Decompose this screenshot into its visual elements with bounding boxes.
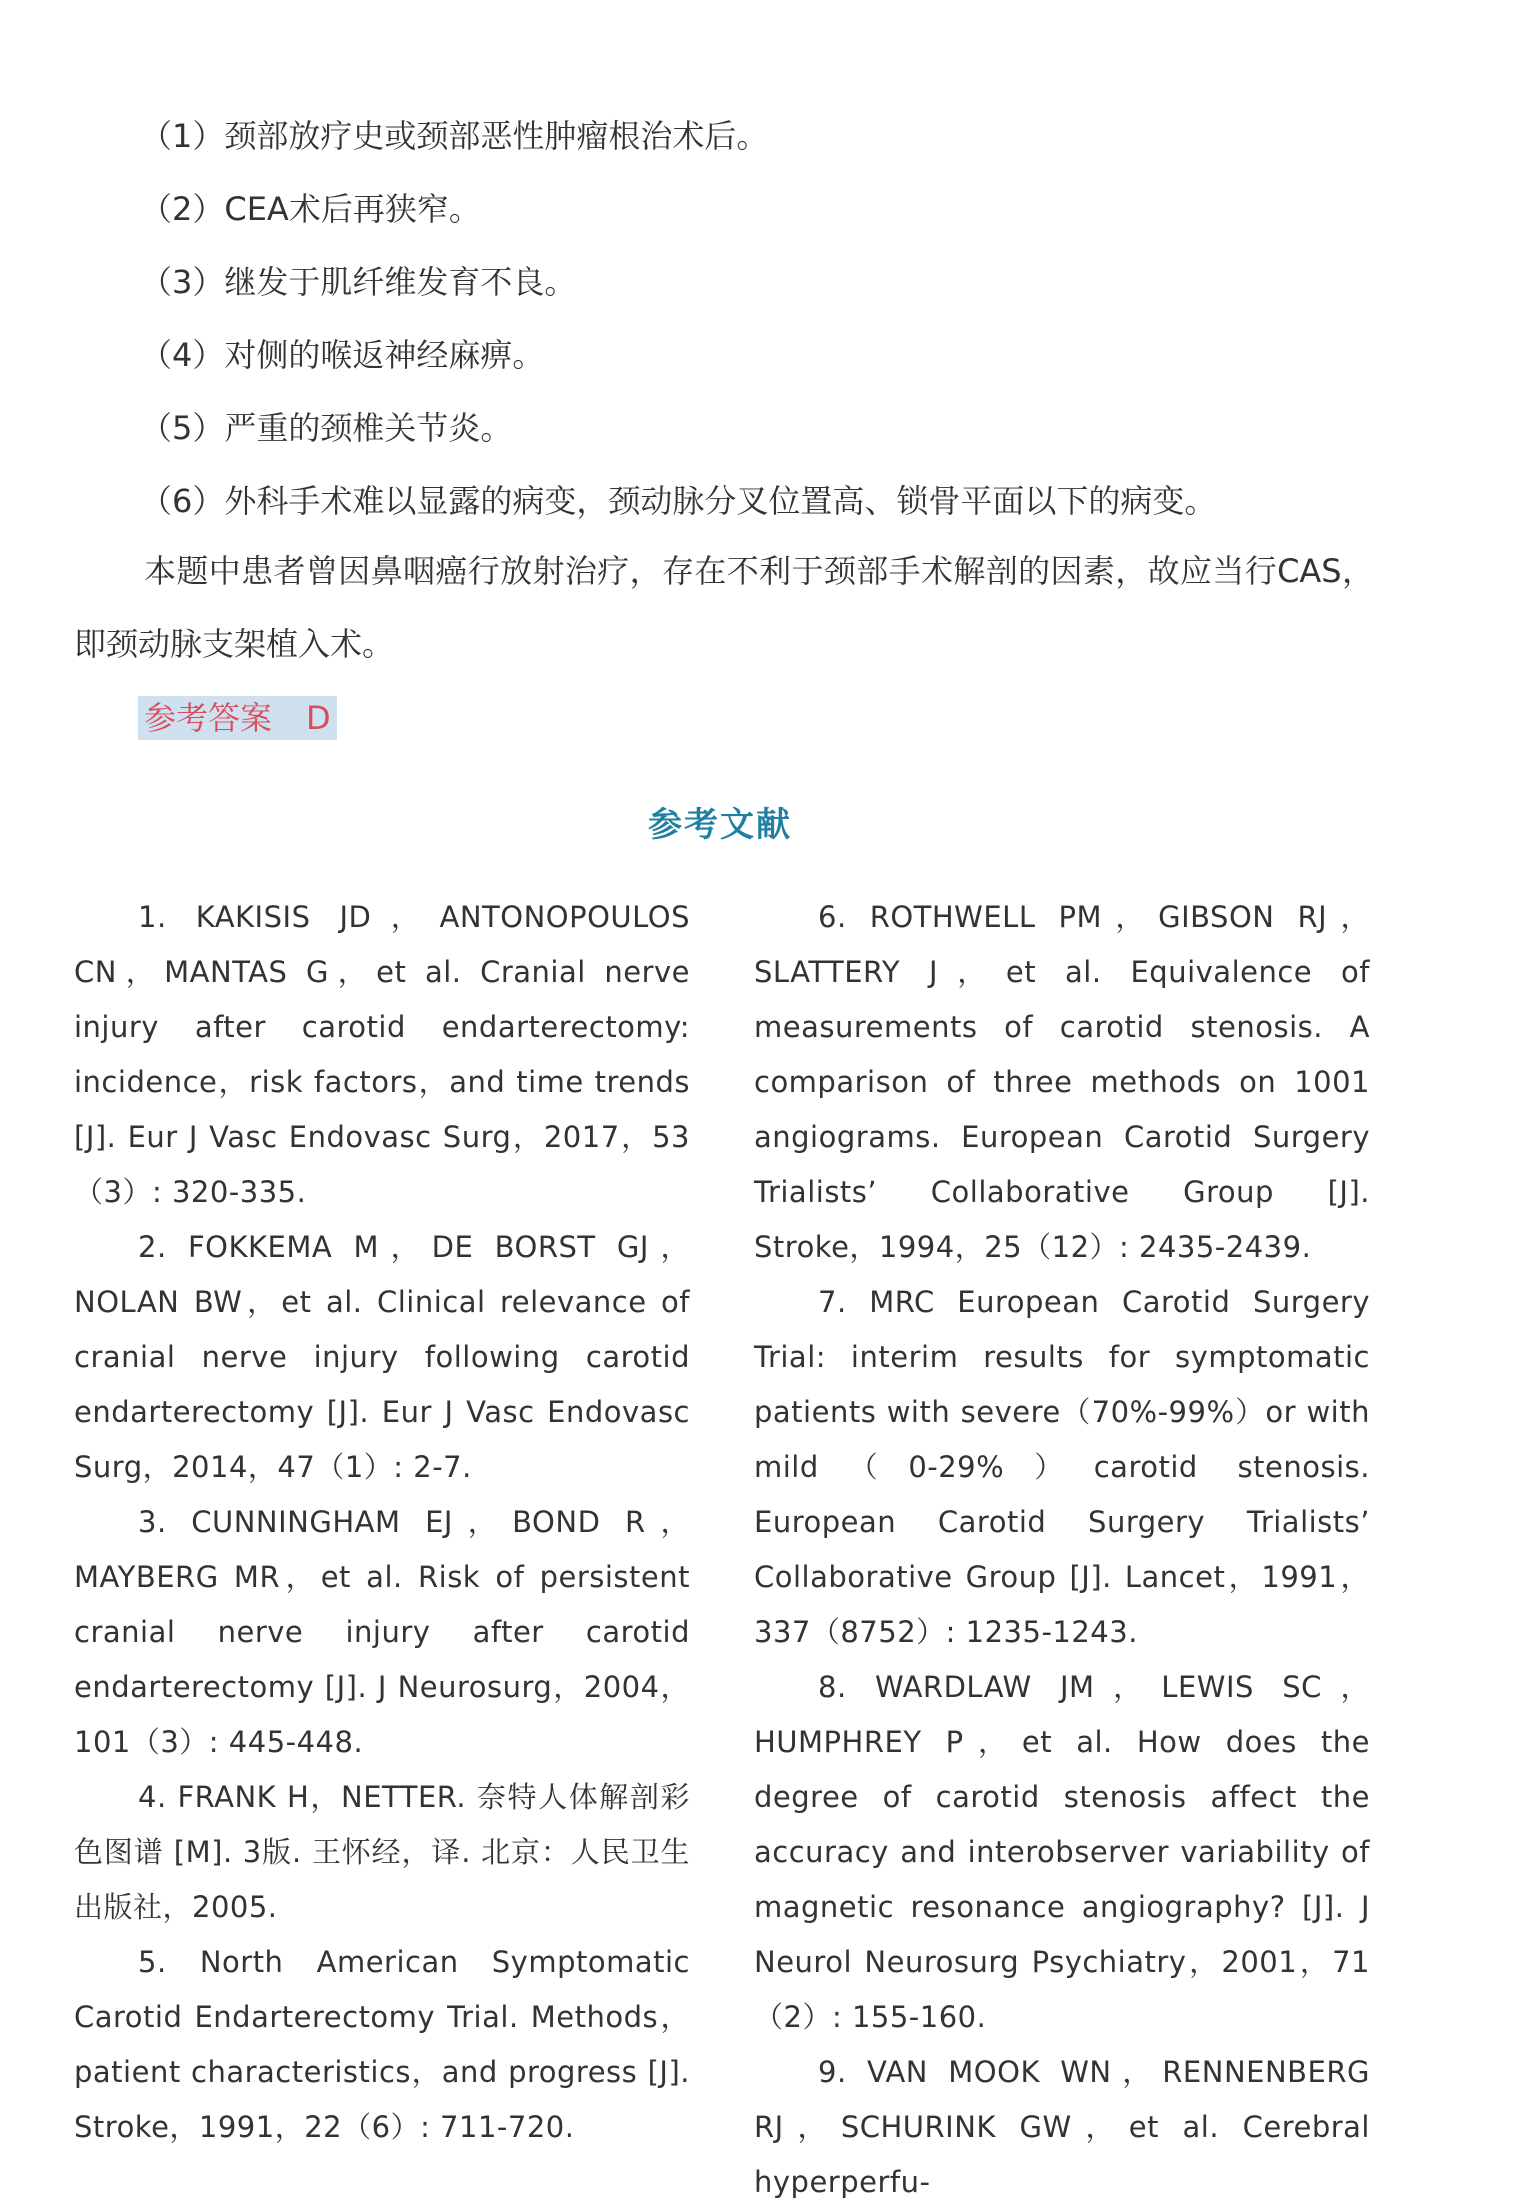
reference-entry: 2. FOKKEMA M，DE BORST GJ，NOLAN BW，et al. Clinical relevance of cranial nerve injury following carotid endarterectomy [J]. Eur J Vasc Endovasc Surg，2014，47（1）: 2-7.: [74, 1230, 690, 1484]
reference-entry: 7. MRC European Carotid Surgery Trial: interim results for symptomatic patients with severe（70%-99%）or with mild（0-29%）carotid stenosis. European Carotid Surgery Trialists’ Collaborative Group [J]. Lancet，1991，337（8752）: 1235-1243.: [754, 1285, 1370, 1649]
explanation-paragraph: 本题中患者曾因鼻咽癌行放射治疗，存在不利于颈部手术解剖的因素，故应当行CAS，即颈动脉支架植入术。: [74, 552, 1374, 663]
answer-label: 参考答案: [144, 699, 273, 737]
references-heading: 参考文献: [648, 805, 792, 845]
reference-entry: 3. CUNNINGHAM EJ，BOND R，MAYBERG MR，et al. Risk of persistent cranial nerve injury after carotid endarterectomy [J]. J Neurosurg，2004，101（3）: 445-448.: [74, 1505, 690, 1759]
references-right-column: [754, 890, 1370, 2210]
indication-item: （5）严重的颈椎关节炎。: [140, 409, 513, 447]
reference-entry: 8. WARDLAW JM，LEWIS SC，HUMPHREY P，et al. How does the degree of carotid stenosis affect the accuracy and interobserver variability of magnetic resonance angiography? [J]. J Neurol Neurosurg Psychiatry，2001，71（2）: 155-160.: [754, 1670, 1370, 2034]
answer-letter: D: [306, 699, 331, 737]
reference-entry: 1. KAKISIS JD，ANTONOPOULOS CN，MANTAS G，et al. Cranial nerve injury after carotid endarterectomy: incidence，risk factors，and time trends [J]. Eur J Vasc Endovasc Surg，2017，53（3）: 320-335.: [74, 900, 690, 1209]
reference-entry: 6. ROTHWELL PM，GIBSON RJ，SLATTERY J，et al. Equivalence of measurements of carotid stenosis. A comparison of three methods on 1001 angiograms. European Carotid Surgery Trialists’ Collaborative Group [J]. Stroke，1994，25（12）: 2435-2439.: [754, 900, 1370, 1264]
references-left-column: [74, 890, 690, 2155]
indication-item: （4）对侧的喉返神经麻痹。: [140, 336, 545, 374]
reference-entry: 9. VAN MOOK WN，RENNENBERG RJ，SCHURINK GW，et al. Cerebral hyperperfu-: [754, 2055, 1370, 2199]
indication-item: （1）颈部放疗史或颈部恶性肿瘤根治术后。: [140, 117, 769, 155]
reference-entry: 4. FRANK H，NETTER. 奈特人体解剖彩色图谱 [M]. 3版. 王怀经，译. 北京：人民卫生出版社，2005.: [74, 1780, 690, 1924]
indication-item: （3）继发于肌纤维发育不良。: [140, 263, 577, 301]
reference-entry: 5. North American Symptomatic Carotid Endarterectomy Trial. Methods，patient characteristics，and progress [J]. Stroke，1991，22（6）: 711-720.: [74, 1945, 690, 2144]
indication-item: （6）外科手术难以显露的病变，颈动脉分叉位置高、锁骨平面以下的病变。: [140, 482, 1217, 520]
answer-box: [138, 696, 337, 740]
indication-item: （2）CEA术后再狭窄。: [140, 190, 481, 228]
